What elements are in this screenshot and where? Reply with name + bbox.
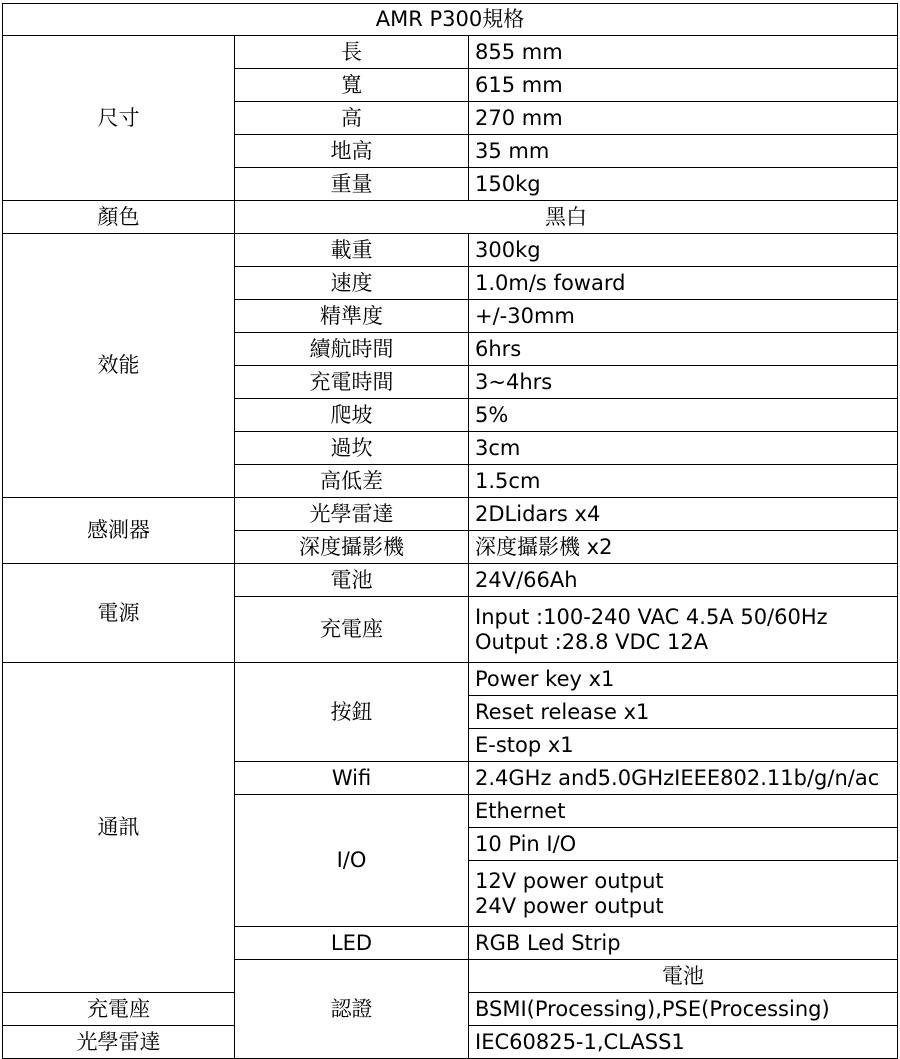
item-value: E-stop x1 xyxy=(469,729,898,762)
item-value: Reset release x1 xyxy=(469,696,898,729)
item-label: 過坎 xyxy=(235,432,469,465)
item-value: 270 mm xyxy=(469,102,898,135)
item-value: RGB Led Strip xyxy=(469,927,898,960)
item-label: 充電座 xyxy=(235,597,469,663)
item-value: 10 Pin I/O xyxy=(469,828,898,861)
table-row xyxy=(3,564,898,597)
item-label: 載重 xyxy=(235,234,469,267)
item-value: IEC60825-1,CLASS1 xyxy=(469,1026,898,1059)
category-power: 電源 xyxy=(3,564,235,663)
item-value: BSMI(Processing),PSE(Processing) xyxy=(469,993,898,1026)
category-cert: 認證 xyxy=(235,960,469,1059)
item-label: 電池 xyxy=(235,564,469,597)
item-label: 高低差 xyxy=(235,465,469,498)
table-row xyxy=(3,36,898,69)
item-label: 速度 xyxy=(235,267,469,300)
item-value: Ethernet xyxy=(469,795,898,828)
item-label: 光學雷達 xyxy=(235,498,469,531)
item-label: 充電座 xyxy=(3,993,235,1026)
item-label: 深度攝影機 xyxy=(235,531,469,564)
spec-table xyxy=(2,3,898,1059)
item-value: 24V/66Ah xyxy=(469,564,898,597)
table-row xyxy=(3,663,898,696)
item-value xyxy=(469,861,898,927)
category-performance: 效能 xyxy=(3,234,235,498)
item-label: 長 xyxy=(235,36,469,69)
table-row xyxy=(3,234,898,267)
item-value: 150kg xyxy=(469,168,898,201)
item-value: 6hrs xyxy=(469,333,898,366)
item-label: Wifi xyxy=(235,762,469,795)
category-size: 尺寸 xyxy=(3,36,235,201)
table-title: AMR P300規格 xyxy=(3,4,898,36)
item-value xyxy=(469,597,898,663)
item-label: 寬 xyxy=(235,69,469,102)
category-color: 顏色 xyxy=(3,201,235,234)
item-value: 2DLidars x4 xyxy=(469,498,898,531)
item-value: +/-30mm xyxy=(469,300,898,333)
charger-input: Input :100-240 VAC 4.5A 50/60Hz xyxy=(475,604,828,629)
item-value: 5% xyxy=(469,399,898,432)
item-label: 充電時間 xyxy=(235,366,469,399)
item-value: 3~4hrs xyxy=(469,366,898,399)
item-label: 高 xyxy=(235,102,469,135)
charger-output: Output :28.8 VDC 12A xyxy=(475,629,709,654)
item-label: 按鈕 xyxy=(235,663,469,762)
color-value: 黑白 xyxy=(235,201,898,234)
io-24v: 24V power output xyxy=(475,893,664,918)
item-value: 深度攝影機 x2 xyxy=(469,531,898,564)
table-row xyxy=(3,498,898,531)
item-value: 1.5cm xyxy=(469,465,898,498)
item-label: 電池 xyxy=(469,960,898,993)
item-value: Power key x1 xyxy=(469,663,898,696)
item-value: 855 mm xyxy=(469,36,898,69)
category-sensors: 感測器 xyxy=(3,498,235,564)
item-label: 爬坡 xyxy=(235,399,469,432)
item-label: 重量 xyxy=(235,168,469,201)
item-value: 3cm xyxy=(469,432,898,465)
category-comm: 通訊 xyxy=(3,663,235,993)
item-label: I/O xyxy=(235,795,469,927)
item-value: 2.4GHz and5.0GHzIEEE802.11b/g/n/ac xyxy=(469,762,898,795)
item-label: 續航時間 xyxy=(235,333,469,366)
table-row xyxy=(3,201,898,234)
item-label: 精準度 xyxy=(235,300,469,333)
title-row xyxy=(3,4,898,36)
item-value: 615 mm xyxy=(469,69,898,102)
item-value: 1.0m/s foward xyxy=(469,267,898,300)
item-value: 35 mm xyxy=(469,135,898,168)
item-label: 光學雷達 xyxy=(3,1026,235,1059)
item-value: 300kg xyxy=(469,234,898,267)
item-label: 地高 xyxy=(235,135,469,168)
item-label: LED xyxy=(235,927,469,960)
io-12v: 12V power output xyxy=(475,868,664,893)
